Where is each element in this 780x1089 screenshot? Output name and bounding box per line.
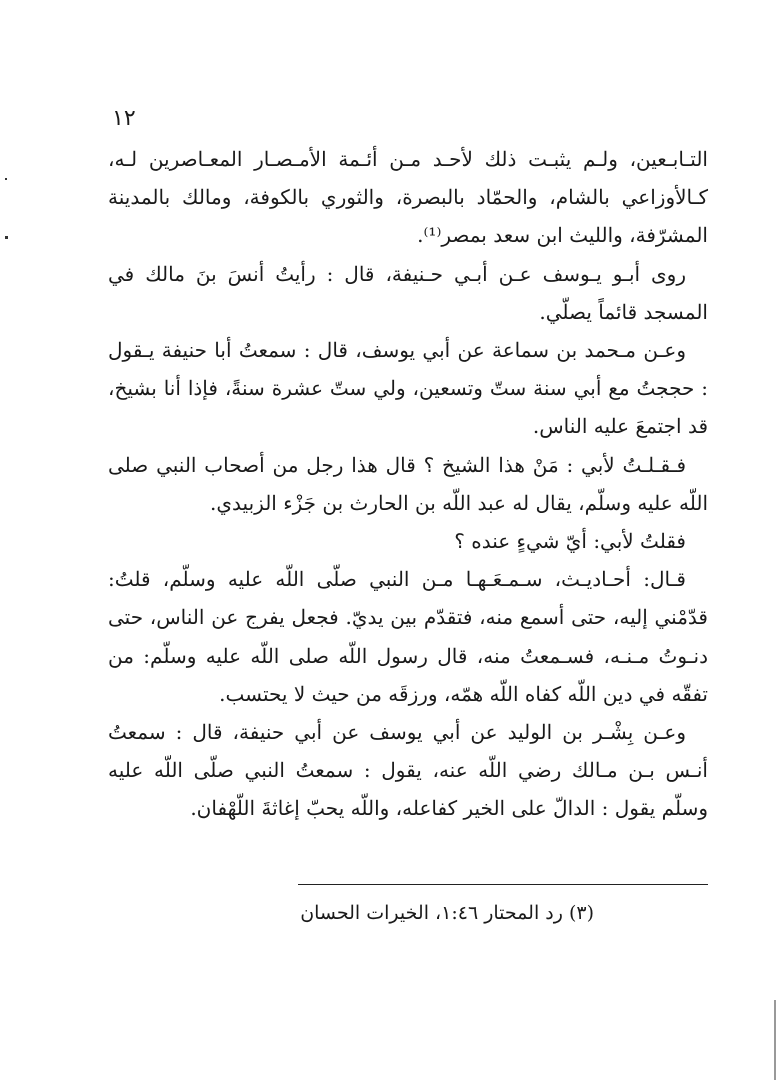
paragraph-4: فـقـلـتُ لأبي : مَنْ هذا الشيخ ؟ قال هذا رجل من أصحاب النبي صلى اللّه عليه وسلّم، يقال له عبد اللّه بن الحارث بن جَزْء الزبيدي. [108, 452, 708, 515]
scan-speck [5, 236, 8, 239]
footnote-separator [298, 884, 708, 885]
paragraph-3: وعـن مـحمد بن سماعة عن أبي يوسف، قال : سمعتُ أبا حنيفة يـقول : حججتُ مع أبي سنة ستّ وتسعين، ولي ستّ عشرة سنةً، فإذا أنا بشيخ، قد اجتمعَ عليه الناس. [108, 338, 708, 439]
paragraph-7: وعـن بِشْـر بن الوليد عن أبي يوسف عن أبي حنيفة، قال : سمعتُ أنـس بـن مـالك رضي اللّه عنه، يقول : سمعتُ النبي صلّى اللّه عليه وسلّم يقول : الدالّ على الخير كفاعله، واللّه يحبّ إغاثةَ اللّهْفان. [108, 720, 708, 821]
paragraph-2: روى أبـو يـوسف عـن أبـي حـنيفة، قال : رأيتُ أنسَ بنَ مالك في المسجد قائماً يصلّي. [108, 261, 708, 324]
paragraph-1: التـابـعين، ولـم يثبـت ذلك لأحـد مـن أئـمة الأمـصـار المعـاصرين لـه، كـالأوزاعي بالشام، والحمّاد بالبصرة، والثوري بالكوفة، ومالك بالمدينة المشرّفة، والليث ابن سعد بمصر⁽¹⁾. [108, 147, 708, 248]
page-number: ١٢ [112, 106, 136, 131]
paragraph-5: فقلتُ لأبي: أيّ شيءٍ عنده ؟ [454, 529, 686, 554]
scan-speck [5, 178, 7, 180]
main-text [108, 140, 708, 828]
paragraph-6: قـال: أحـاديـث، سـمـعَـهـا مـن النبي صلّى اللّه عليه وسلّم، قلتُ: قدّمْني إليه، حتى أسمع منه، فتقدّم بين يديّ. فجعل يفرج عن الناس، حتى دنـوتُ مـنـه، فسـمعتُ منه، قال رسول اللّه صلى اللّه عليه وسلّم: من تفقّه في دين اللّه كفاه اللّه همّه، ورزقَه من حيث لا يحتسب. [108, 567, 708, 706]
scan-edge-line [774, 1000, 776, 1080]
footnote: (٣) رد المحتار ١:٤٦، الخيرات الحسان [300, 902, 594, 924]
